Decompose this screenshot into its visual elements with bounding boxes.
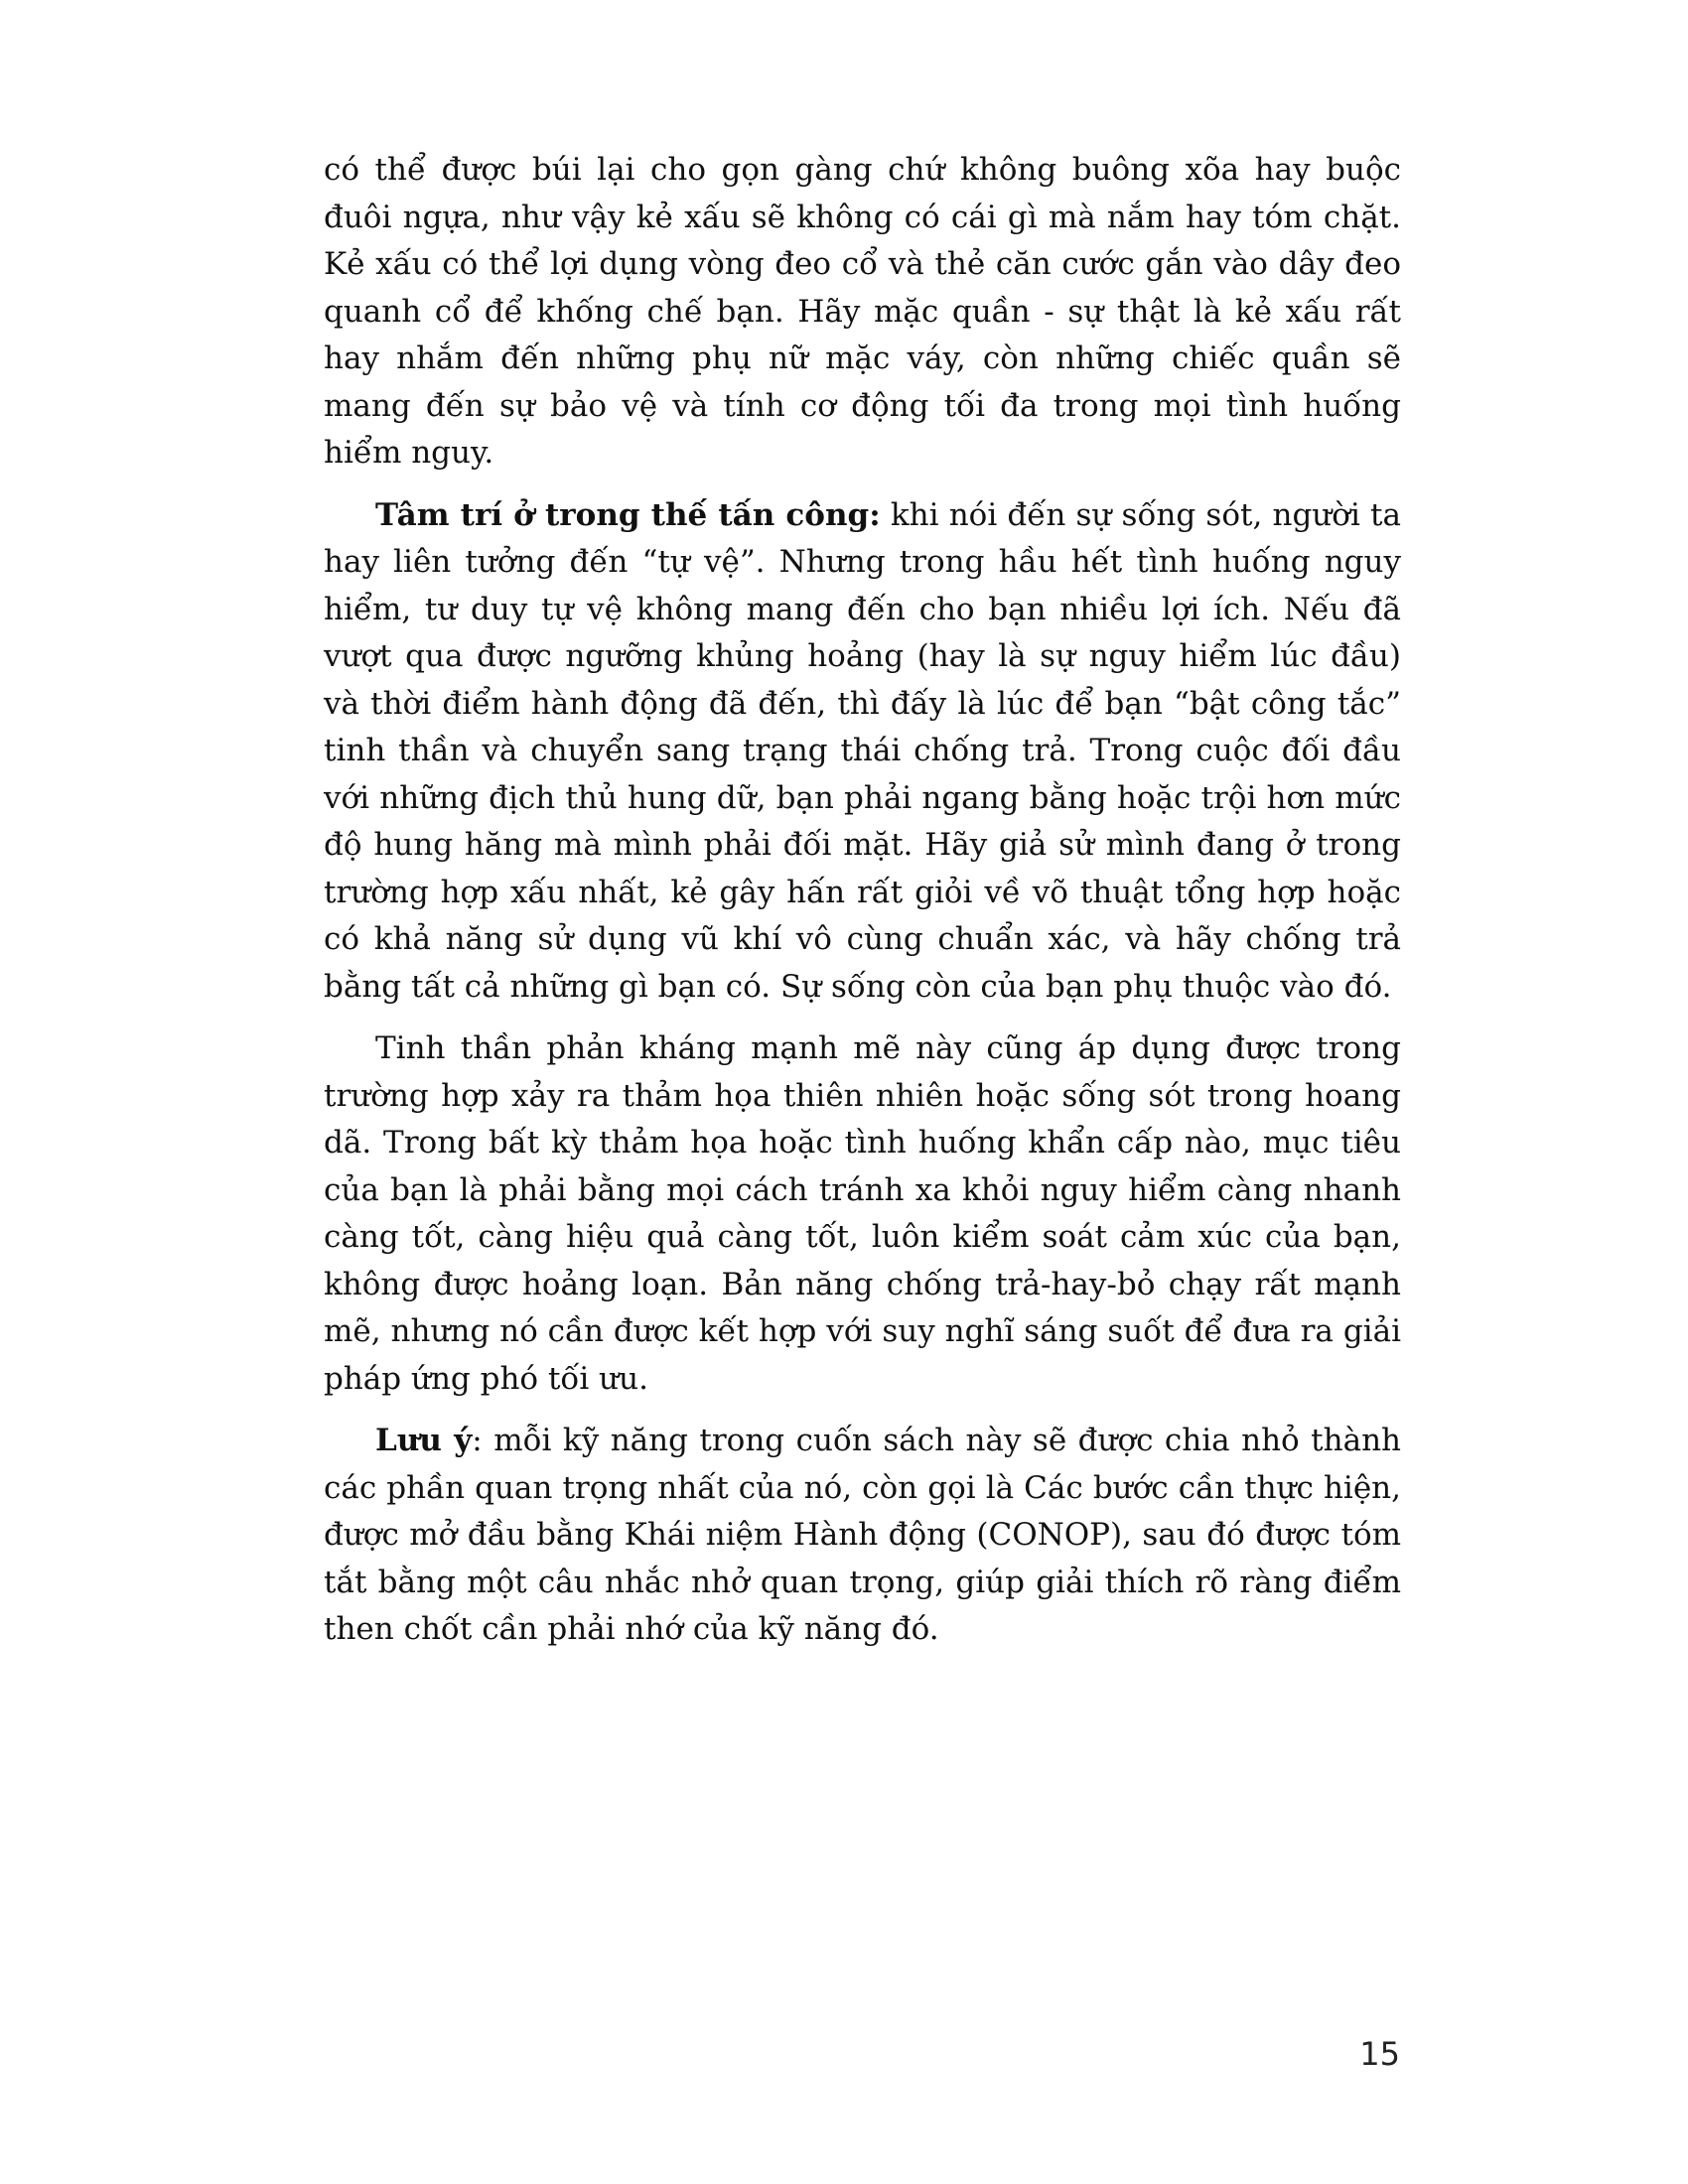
paragraph-note: [324, 1418, 1401, 1654]
paragraph-heading: Tâm trí ở trong thế tấn công:: [375, 496, 881, 533]
paragraph-text: Tinh thần phản kháng mạnh mẽ này cũng áp dụng được trong trường hợp xảy ra thảm họa thiên nhiên hoặc sống sót trong hoang dã. Trong bất kỳ thảm họa hoặc tình huống khẩn cấp nào, mục tiêu của bạn là phải bằng mọi cách tránh xa khỏi nguy hiểm càng nhanh càng tốt, càng hiệu quả càng tốt, luôn kiểm soát cảm xúc của bạn, không được hoảng loạn. Bản năng chống trả-hay-bỏ chạy rất mạnh mẽ, nhưng nó cần được kết hợp với suy nghĩ sáng suốt để đưa ra giải pháp ứng phó tối ưu.: [324, 1030, 1401, 1397]
paragraph-text: : mỗi kỹ năng trong cuốn sách này sẽ được chia nhỏ thành các phần quan trọng nhất của nó, còn gọi là Các bước cần thực hiện, được mở đầu bằng Khái niệm Hành động (CONOP), sau đó được tóm tắt bằng một câu nhắc nhở quan trọng, giúp giải thích rõ ràng điểm then chốt cần phải nhớ của kỹ năng đó.: [324, 1423, 1402, 1647]
paragraph-text: có thể được búi lại cho gọn gàng chứ không buông xõa hay buộc đuôi ngựa, như vậy kẻ xấu sẽ không có cái gì mà nắm hay tóm chặt. Kẻ xấu có thể lợi dụng vòng đeo cổ và thẻ căn cước gắn vào dây đeo quanh cổ để khống chế bạn. Hãy mặc quần - sự thật là kẻ xấu rất hay nhắm đến những phụ nữ mặc váy, còn những chiếc quần sẽ mang đến sự bảo vệ và tính cơ động tối đa trong mọi tình huống hiểm nguy.: [324, 152, 1401, 471]
paragraph-heading: Lưu ý: [375, 1423, 473, 1458]
paragraph-offensive-mindset: [324, 492, 1401, 1012]
body-text: [324, 147, 1401, 1669]
page-number: 15: [1359, 2035, 1400, 2073]
paragraph-resistance-spirit: [324, 1025, 1401, 1403]
paragraph-hair-and-clothing: [324, 147, 1401, 478]
paragraph-text: khi nói đến sự sống sót, người ta hay liên tưởng đến “tự vệ”. Nhưng trong hầu hết tình huống nguy hiểm, tư duy tự vệ không mang đến cho bạn nhiều lợi ích. Nếu đã vượt qua được ngưỡng khủng hoảng (hay là sự nguy hiểm lúc đầu) và thời điểm hành động đã đến, thì đấy là lúc để bạn “bật công tắc” tinh thần và chuyển sang trạng thái chống trả. Trong cuộc đối đầu với những địch thủ hung dữ, bạn phải ngang bằng hoặc trội hơn mức độ hung hăng mà mình phải đối mặt. Hãy giả sử mình đang ở trong trường hợp xấu nhất, kẻ gây hấn rất giỏi về võ thuật tổng hợp hoặc có khả năng sử dụng vũ khí vô cùng chuẩn xác, và hãy chống trả bằng tất cả những gì bạn có. Sự sống còn của bạn phụ thuộc vào đó.: [324, 496, 1401, 1005]
